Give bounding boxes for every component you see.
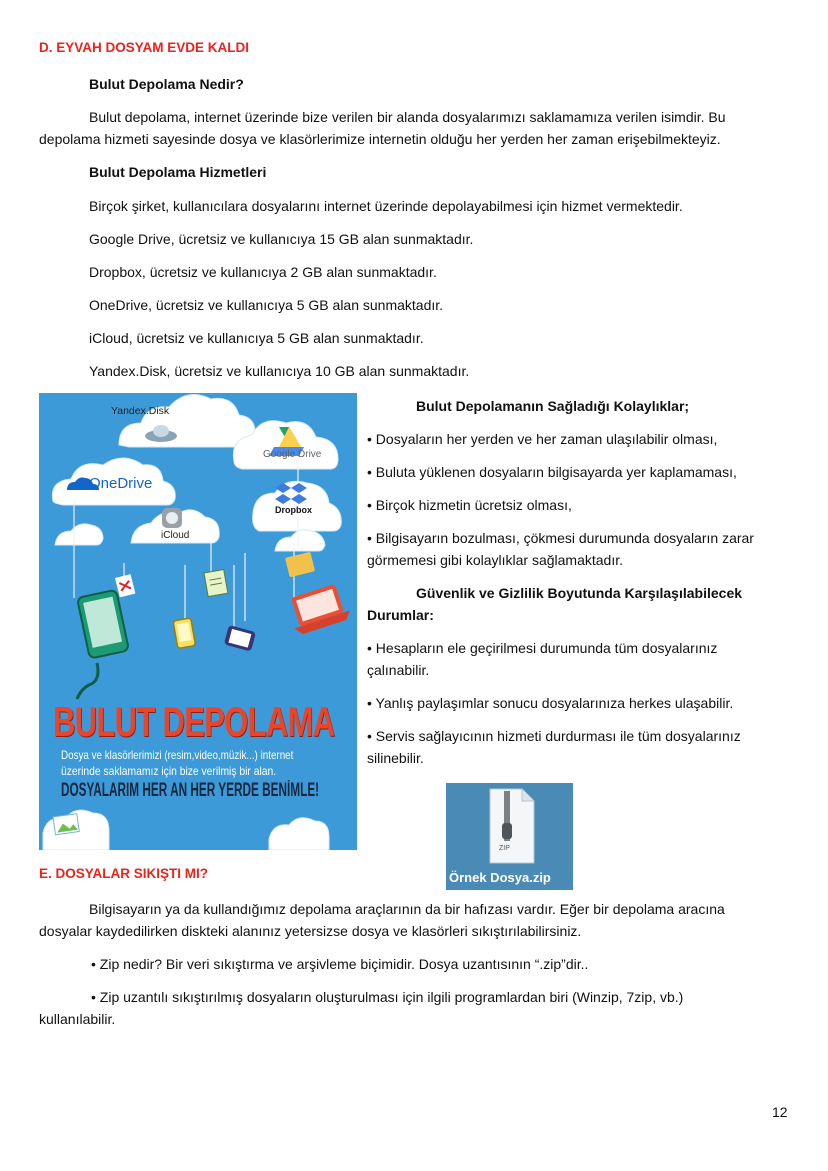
cloud-storage-poster <box>39 393 357 850</box>
dropbox-logo-text: Dropbox <box>275 505 312 515</box>
photo-icon <box>53 814 79 835</box>
yandex-disk-logo-text: Yandex.Disk <box>111 405 170 417</box>
security-item-cont: silinebilir. <box>367 750 424 766</box>
security-item: • Yanlış paylaşımlar sonucu dosyalarınıza herkes ulaşabilir. <box>367 695 734 711</box>
advantage-item: • Bilgisayarın bozulması, çökmesi durumunda dosyaların zarar <box>367 530 754 546</box>
security-item: • Servis sağlayıcının hizmeti durdurması ile tüm dosyalarınız <box>367 728 741 744</box>
subheading-services: Bulut Depolama Hizmetleri <box>89 164 267 180</box>
page-number: 12 <box>772 1104 788 1120</box>
section-e-heading: E. DOSYALAR SIKIŞTI MI? <box>39 866 209 881</box>
paragraph-line: dosyalar kaydedilirken diskteki alanınız yetersizse dosya ve klasörleri sıkıştırılabilirsiniz. <box>39 923 582 939</box>
poster-title: BULUT DEPOLAMA <box>53 698 335 745</box>
question-what-is-cloud: Bulut Depolama Nedir? <box>89 76 244 92</box>
service-item: Yandex.Disk, ücretsiz ve kullanıcıya 10 GB alan sunmaktadır. <box>89 363 470 379</box>
mobile-device-icon <box>224 625 256 652</box>
paragraph-line: Bilgisayarın ya da kullandığımız depolama araçlarının da bir hafızası vardır. Eğer bir depolama aracına <box>89 901 725 917</box>
poster-subtitle-line: üzerinde saklamamız için bize verilmiş bir alan. <box>61 764 277 778</box>
service-item: Dropbox, ücretsiz ve kullanıcıya 2 GB alan sunmaktadır. <box>89 264 437 280</box>
services-intro: Birçok şirket, kullanıcılara dosyalarını internet üzerinde depolayabilmesi için hizmet vermektedir. <box>89 198 683 214</box>
phone-icon <box>173 618 196 649</box>
laptop-icon <box>285 582 352 636</box>
paragraph-line: depolama hizmeti sayesinde dosya ve klasörlerimize internetin olduğu her yerden her zaman erişebilmekteyiz. <box>39 131 721 147</box>
advantage-item: • Dosyaların her yerden ve her zaman ulaşılabilir olması, <box>367 431 718 447</box>
zip-file-thumbnail <box>446 783 573 890</box>
poster-slogan: DOSYALARIM HER AN HER YERDE BENİMLE! <box>61 780 320 801</box>
security-title-cont: Durumlar: <box>367 607 434 623</box>
zip-programs-item: • Zip uzantılı sıkıştırılmış dosyaların oluşturulması için ilgili programlardan biri (Winzip, 7zip, vb.) <box>91 989 684 1005</box>
cloud-icon <box>55 524 103 545</box>
onedrive-logo-text: OneDrive <box>89 475 153 492</box>
poster-subtitle-line: Dosya ve klasörlerimizi (resim,video,müzik...) internet <box>61 748 294 762</box>
paragraph-line: Bulut depolama, internet üzerinde bize verilen bir alanda dosyalarımızı saklamamıza verilen isimdir. Bu <box>89 109 726 125</box>
zip-icon-label: ZIP <box>499 845 510 852</box>
cloud-icon <box>275 530 325 551</box>
section-d-heading: D. EYVAH DOSYAM EVDE KALDI <box>39 40 250 55</box>
advantage-item-cont: görmemesi gibi kolaylıklar sağlamaktadır. <box>367 552 623 568</box>
pdf-file-icon <box>115 574 135 597</box>
zip-programs-item-cont: kullanılabilir. <box>39 1011 116 1027</box>
folder-icon <box>285 552 315 578</box>
document-file-icon <box>204 570 228 597</box>
google-drive-logo-text: Google Drive <box>263 449 322 460</box>
tablet-cable <box>77 663 98 699</box>
service-item: iCloud, ücretsiz ve kullanıcıya 5 GB alan sunmaktadır. <box>89 330 424 346</box>
advantage-item: • Buluta yüklenen dosyaların bilgisayarda yer kaplamaması, <box>367 464 737 480</box>
icloud-logo-text: iCloud <box>161 530 190 541</box>
advantage-item: • Birçok hizmetin ücretsiz olması, <box>367 497 572 513</box>
cloud-icon <box>269 818 329 850</box>
tablet-icon <box>77 590 129 659</box>
service-item: OneDrive, ücretsiz ve kullanıcıya 5 GB alan sunmaktadır. <box>89 297 444 313</box>
security-title: Güvenlik ve Gizlilik Boyutunda Karşılaşılabilecek <box>416 585 743 601</box>
cloud-icon <box>119 395 255 448</box>
zip-file-caption: Örnek Dosya.zip <box>449 870 551 885</box>
security-item: • Hesapların ele geçirilmesi durumunda tüm dosyalarınız <box>367 640 718 656</box>
security-item-cont: çalınabilir. <box>367 662 430 678</box>
icloud-icon <box>162 508 182 528</box>
advantages-title: Bulut Depolamanın Sağladığı Kolaylıklar; <box>416 398 690 414</box>
service-item: Google Drive, ücretsiz ve kullanıcıya 15 GB alan sunmaktadır. <box>89 231 474 247</box>
zip-definition-item: • Zip nedir? Bir veri sıkıştırma ve arşivleme biçimidir. Dosya uzantısının “.zip”dir.. <box>91 956 589 972</box>
